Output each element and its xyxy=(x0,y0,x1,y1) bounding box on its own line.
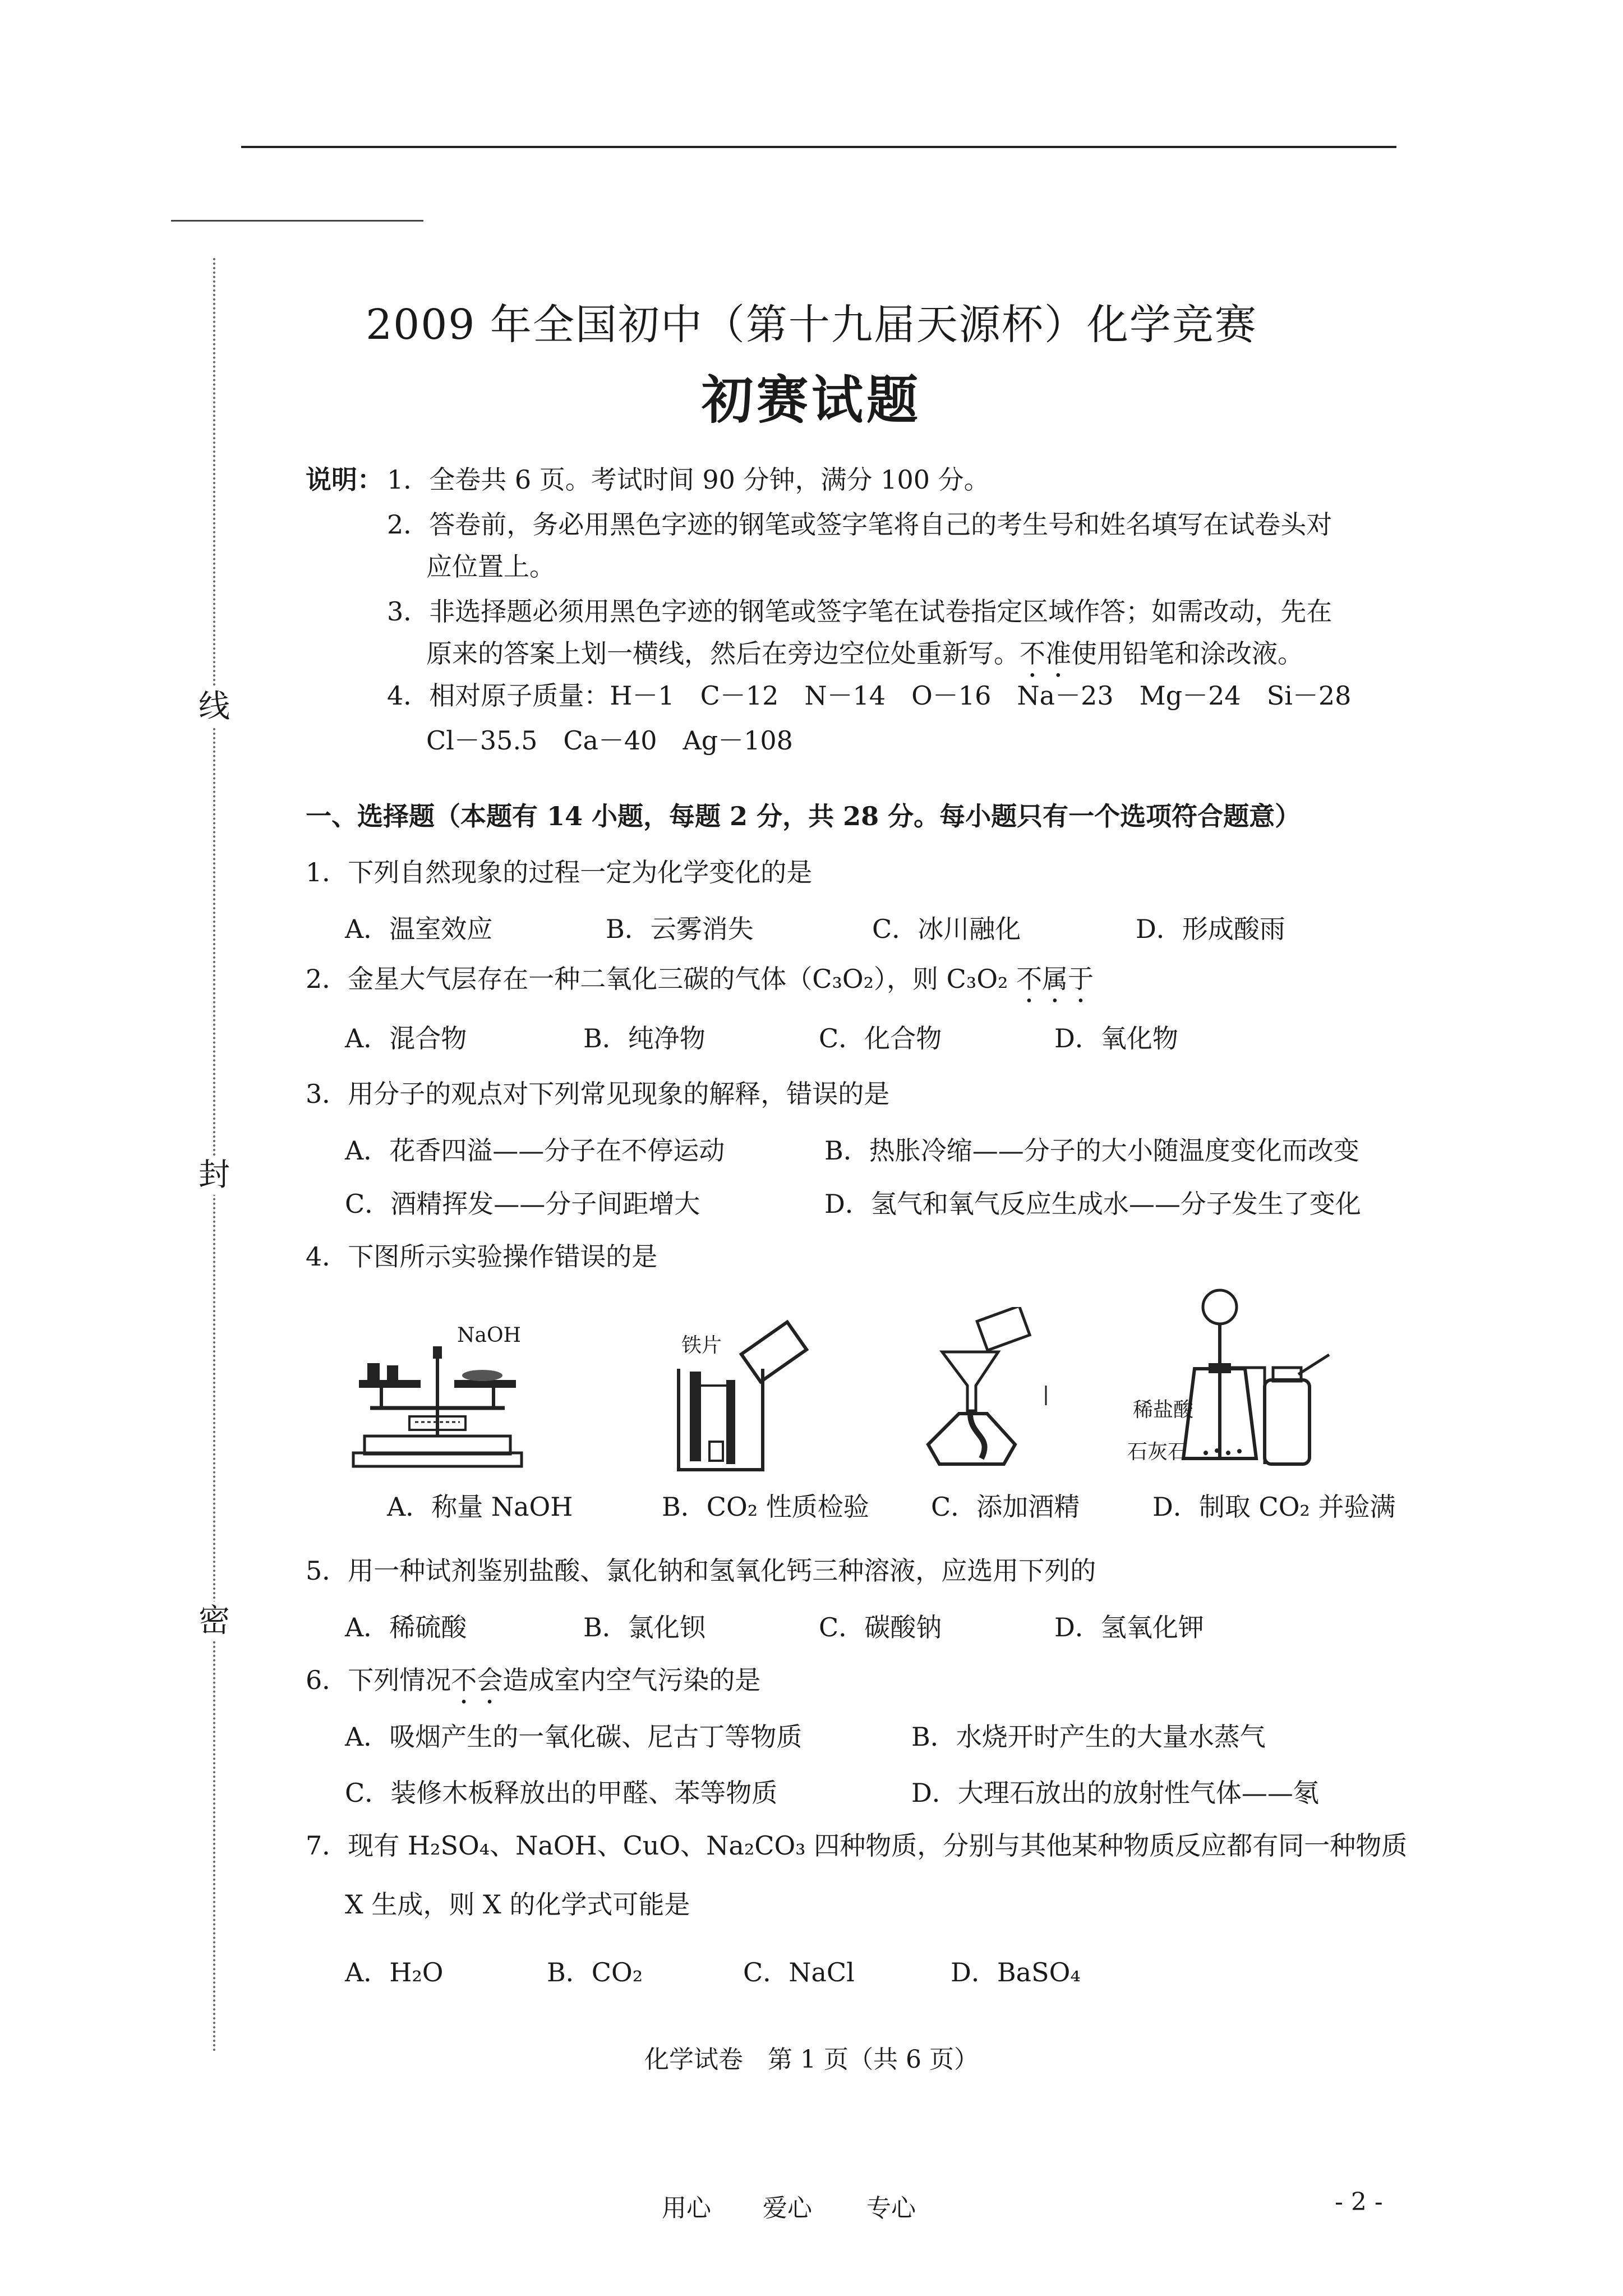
q3-option-b: B．热胀冷缩——分子的大小随温度变化而改变 xyxy=(824,1135,1359,1166)
instruction-3-cont: 原来的答案上划一横线，然后在旁边空位处重新写。不准使用铅笔和涂改液。 xyxy=(426,638,1303,669)
instruction-3: 3．非选择题必须用黑色字迹的钢笔或签字笔在试卷指定区域作答；如需改动，先在 xyxy=(387,596,1332,627)
figure-label-dilute-hcl: 稀盐酸 xyxy=(1133,1398,1194,1421)
instruction-2: 2．答卷前，务必用黑色字迹的钢笔或签字笔将自己的考生号和姓名填写在试卷头对 xyxy=(387,509,1332,540)
question-5-stem: 5．用一种试剂鉴别盐酸、氯化钠和氢氧化钙三种溶液，应选用下列的 xyxy=(306,1556,1096,1586)
instruction-4-cont: Cl－35.5 Ca－40 Ag－108 xyxy=(426,725,793,756)
q5-option-a: A．稀硫酸 xyxy=(345,1612,467,1642)
q1-option-a: A．温室效应 xyxy=(345,914,493,944)
q6-option-a: A．吸烟产生的一氧化碳、尼古丁等物质 xyxy=(345,1722,803,1752)
q7-option-c: C．NaCl xyxy=(743,1957,855,1987)
q7-option-b: B．CO₂ xyxy=(547,1957,643,1987)
instruction-4: 4．相对原子质量：H－1 C－12 N－14 O－16 Na－23 Mg－24 Si－28 xyxy=(387,680,1352,711)
page-number: - 2 - xyxy=(1335,2188,1383,2216)
margin-rule xyxy=(171,220,423,222)
motto-2: 爱心 xyxy=(763,2194,812,2223)
q1-option-b: B．云雾消失 xyxy=(606,914,754,944)
q5-option-d: D．氢氧化钾 xyxy=(1054,1612,1204,1642)
q4-caption-b: B．CO₂ 性质检验 xyxy=(662,1492,869,1522)
section-heading: 一、选择题（本题有 14 小题，每题 2 分，共 28 分。每小题只有一个选项符合题意） xyxy=(306,801,1301,831)
emphasis-will-not: 不会 xyxy=(451,1665,503,1695)
q2-option-c: C．化合物 xyxy=(819,1023,942,1053)
margin-label-feng: 封 xyxy=(197,1156,231,1195)
q2-option-b: B．纯净物 xyxy=(583,1023,706,1053)
instruction-2-cont: 应位置上。 xyxy=(426,551,555,582)
exam-page-footer: 化学试卷 第 1 页（共 6 页） xyxy=(644,2045,979,2074)
q2-option-d: D．氧化物 xyxy=(1054,1023,1178,1053)
q5-option-b: B．氯化钡 xyxy=(583,1612,706,1642)
q3-option-a: A．花香四溢——分子在不停运动 xyxy=(345,1135,725,1166)
q4-caption-d: D．制取 CO₂ 并验满 xyxy=(1152,1492,1396,1522)
margin-label-mi: 密 xyxy=(197,1602,231,1641)
question-6-stem: 6．下列情况不会造成室内空气污染的是 xyxy=(306,1665,761,1695)
q5-option-c: C．碳酸钠 xyxy=(819,1612,942,1642)
header-rule xyxy=(241,146,1396,148)
q3-option-c: C．酒精挥发——分子间距增大 xyxy=(345,1189,700,1219)
instructions-label: 说明： xyxy=(306,464,383,495)
figure-label-iron-strip: 铁片 xyxy=(681,1334,722,1357)
instruction-1: 1．全卷共 6 页。考试时间 90 分钟，满分 100 分。 xyxy=(387,464,990,495)
question-7-stem: 7．现有 H₂SO₄、NaOH、CuO、Na₂CO₃ 四种物质，分别与其他某种物质反应都有同一种物质 xyxy=(306,1830,1408,1861)
figure-label-naoh: NaOH xyxy=(457,1324,521,1347)
q3-option-d: D．氢气和氧气反应生成水——分子发生了变化 xyxy=(824,1189,1361,1219)
q4-caption-c: C．添加酒精 xyxy=(931,1492,1080,1522)
q2-option-a: A．混合物 xyxy=(345,1023,467,1053)
figure-label-limestone: 石灰石 xyxy=(1127,1441,1188,1464)
motto-3: 专心 xyxy=(866,2194,916,2223)
question-3-stem: 3．用分子的观点对下列常见现象的解释，错误的是 xyxy=(306,1079,890,1109)
emphasis-not-allowed: 不准 xyxy=(1020,638,1071,669)
co2-apparatus-figure xyxy=(1161,1285,1346,1475)
exam-title: 2009 年全国初中（第十九届天源杯）化学竞赛 xyxy=(366,301,1257,349)
q1-option-d: D．形成酸雨 xyxy=(1136,914,1285,944)
question-2-stem: 2．金星大气层存在一种二氧化三碳的气体（C₃O₂），则 C₃O₂ 不属于 xyxy=(306,964,1094,994)
alcohol-lamp-figure xyxy=(920,1307,1066,1475)
q6-option-d: D．大理石放出的放射性气体——氡 xyxy=(911,1778,1319,1808)
motto-1: 用心 xyxy=(662,2194,711,2223)
emphasis-not-belong: 不属于 xyxy=(1016,964,1094,994)
q6-option-c: C．装修木板释放出的甲醛、苯等物质 xyxy=(345,1778,778,1808)
q1-option-c: C．冰川融化 xyxy=(872,914,1021,944)
exam-subtitle: 初赛试题 xyxy=(701,370,921,430)
question-7-stem-cont: X 生成，则 X 的化学式可能是 xyxy=(345,1889,690,1920)
q7-option-d: D．BaSO₄ xyxy=(951,1957,1081,1987)
question-4-stem: 4．下图所示实验操作错误的是 xyxy=(306,1241,658,1272)
q4-caption-a: A．称量 NaOH xyxy=(387,1492,573,1522)
q7-option-a: A．H₂O xyxy=(345,1957,444,1987)
q6-option-b: B．水烧开时产生的大量水蒸气 xyxy=(911,1722,1266,1752)
margin-label-xian: 线 xyxy=(197,687,231,726)
question-1-stem: 1．下列自然现象的过程一定为化学变化的是 xyxy=(306,857,813,887)
